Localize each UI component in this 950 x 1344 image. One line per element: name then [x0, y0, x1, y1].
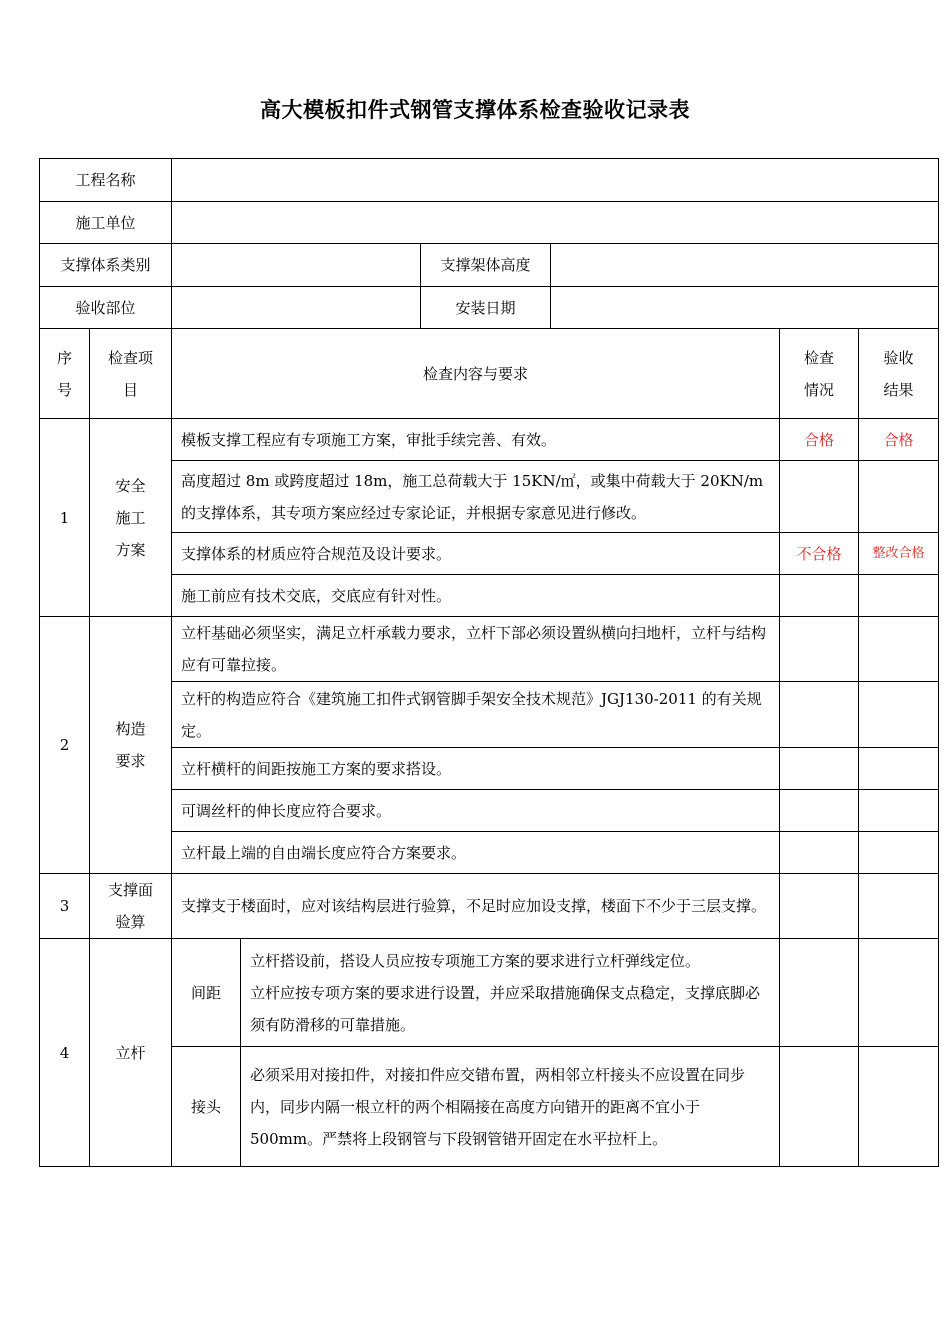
install-date-label: 安装日期: [421, 287, 551, 329]
acceptance-result[interactable]: [859, 682, 939, 748]
check-status[interactable]: [780, 790, 859, 832]
seq-header-line2: 号: [56, 380, 72, 399]
section-1-item-line2: 施工: [115, 508, 146, 527]
page-title: 高大模板扣件式钢管支撑体系检查验收记录表: [260, 98, 690, 122]
check-status[interactable]: 不合格: [780, 533, 859, 575]
requirement-text: 立杆基础必须坚实，满足立杆承载力要求，立杆下部必须设置纵横向扫地杆，立杆与结构应有可靠拉接。: [172, 617, 780, 682]
install-date-field[interactable]: [551, 287, 939, 329]
check-status[interactable]: [780, 1047, 859, 1167]
section-1-item-line1: 安全: [115, 476, 146, 495]
construction-unit-label: 施工单位: [40, 202, 172, 244]
check-status[interactable]: [780, 748, 859, 790]
item-header: [90, 329, 172, 419]
check-status[interactable]: 合格: [780, 419, 859, 461]
table-row: [40, 419, 939, 461]
check-status[interactable]: [780, 832, 859, 874]
acceptance-result[interactable]: [859, 748, 939, 790]
check-status[interactable]: [780, 617, 859, 682]
check-header: [780, 329, 859, 419]
support-type-field[interactable]: [172, 244, 421, 287]
check-status[interactable]: [780, 874, 859, 939]
section-1-item: [90, 419, 172, 617]
section-3-item-line2: 验算: [115, 913, 146, 931]
section-2-seq: 2: [40, 617, 90, 874]
support-height-label: 支撑架体高度: [421, 244, 551, 287]
item-header-line2: 目: [123, 380, 139, 399]
construction-unit-row: [40, 202, 939, 244]
table-row: [40, 832, 939, 874]
result-header: [859, 329, 939, 419]
section-2-item-line1: 构造: [115, 720, 146, 738]
spacing-requirement-line2: 立杆应按专项方案的要求进行设置，并应采取措施确保支点稳定，支撑底脚必须有防滑移的可靠措施。: [250, 983, 761, 1034]
check-status[interactable]: [780, 939, 859, 1047]
section-1-seq: 1: [40, 419, 90, 617]
check-header-line2: 情况: [804, 380, 835, 399]
result-header-line1: 验收: [883, 348, 914, 367]
requirement-text: 支撑体系的材质应符合规范及设计要求。: [172, 533, 780, 575]
acceptance-result[interactable]: 合格: [859, 419, 939, 461]
table-row: [40, 748, 939, 790]
acceptance-part-label: 验收部位: [40, 287, 172, 329]
section-1-item-line3: 方案: [115, 540, 146, 559]
seq-header-line1: 序: [56, 348, 72, 367]
inspection-record-table: [39, 158, 939, 1167]
requirement-text: 模板支撑工程应有专项施工方案，审批手续完善、有效。: [172, 419, 780, 461]
requirement-text: 可调丝杆的伸长度应符合要求。: [172, 790, 780, 832]
content-header: 检查内容与要求: [172, 329, 780, 419]
support-height-field[interactable]: [551, 244, 939, 287]
table-row: [40, 1047, 939, 1167]
section-3-seq: 3: [40, 874, 90, 939]
requirement-text: 立杆最上端的自由端长度应符合方案要求。: [172, 832, 780, 874]
requirement-text: 施工前应有技术交底，交底应有针对性。: [172, 575, 780, 617]
acceptance-result[interactable]: [859, 575, 939, 617]
support-type-label: 支撑体系类别: [40, 244, 172, 287]
project-name-row: [40, 159, 939, 202]
section-4-item: 立杆: [90, 939, 172, 1167]
section-2-item: [90, 617, 172, 874]
requirement-text: 立杆横杆的间距按施工方案的要求搭设。: [172, 748, 780, 790]
table-row: [40, 939, 939, 1047]
section-2-item-line2: 要求: [115, 752, 146, 770]
requirement-text: 高度超过 8m 或跨度超过 18m，施工总荷载大于 15KN/㎡，或集中荷载大于 20KN/m 的支撑体系，其专项方案应经过专家论证，并根据专家意见进行修改。: [172, 461, 780, 533]
check-status[interactable]: [780, 682, 859, 748]
section-4-seq: 4: [40, 939, 90, 1167]
column-header-row: [40, 329, 939, 419]
acceptance-result[interactable]: [859, 1047, 939, 1167]
item-header-line1: 检查项: [108, 348, 154, 367]
result-header-line2: 结果: [883, 380, 914, 399]
check-header-line1: 检查: [804, 348, 835, 367]
project-name-label: 工程名称: [40, 159, 172, 202]
project-name-field[interactable]: [172, 159, 939, 202]
requirement-text: [241, 939, 780, 1047]
seq-header: [40, 329, 90, 419]
construction-unit-field[interactable]: [172, 202, 939, 244]
acceptance-result[interactable]: 整改合格: [859, 533, 939, 575]
acceptance-result[interactable]: [859, 874, 939, 939]
acceptance-part-row: [40, 287, 939, 329]
table-row: [40, 682, 939, 748]
table-row: [40, 874, 939, 939]
table-row: [40, 461, 939, 533]
spacing-requirement-line1: 立杆搭设前，搭设人员应按专项施工方案的要求进行立杆弹线定位。: [250, 951, 701, 970]
acceptance-result[interactable]: [859, 832, 939, 874]
table-row: [40, 790, 939, 832]
support-type-row: [40, 244, 939, 287]
acceptance-result[interactable]: [859, 790, 939, 832]
acceptance-result[interactable]: [859, 617, 939, 682]
requirement-text: 必须采用对接扣件，对接扣件应交错布置，两相邻立杆接头不应设置在同步内，同步内隔一根立杆的两个相隔接在高度方向错开的距离不宜小于 500mm。严禁将上段钢管与下段钢管错开固定在水平拉杆上。: [241, 1047, 780, 1167]
section-3-item-line1: 支撑面: [108, 881, 154, 899]
joint-label: 接头: [172, 1047, 241, 1167]
requirement-text: 立杆的构造应符合《建筑施工扣件式钢管脚手架安全技术规范》JGJ130-2011 的有关规定。: [172, 682, 780, 748]
table-row: [40, 533, 939, 575]
acceptance-result[interactable]: [859, 461, 939, 533]
table-row: [40, 575, 939, 617]
check-status[interactable]: [780, 575, 859, 617]
acceptance-result[interactable]: [859, 939, 939, 1047]
section-3-item: [90, 874, 172, 939]
acceptance-part-field[interactable]: [172, 287, 421, 329]
requirement-text: 支撑支于楼面时，应对该结构层进行验算，不足时应加设支撑，楼面下不少于三层支撑。: [172, 874, 780, 939]
check-status[interactable]: [780, 461, 859, 533]
spacing-label: 间距: [172, 939, 241, 1047]
table-row: [40, 617, 939, 682]
